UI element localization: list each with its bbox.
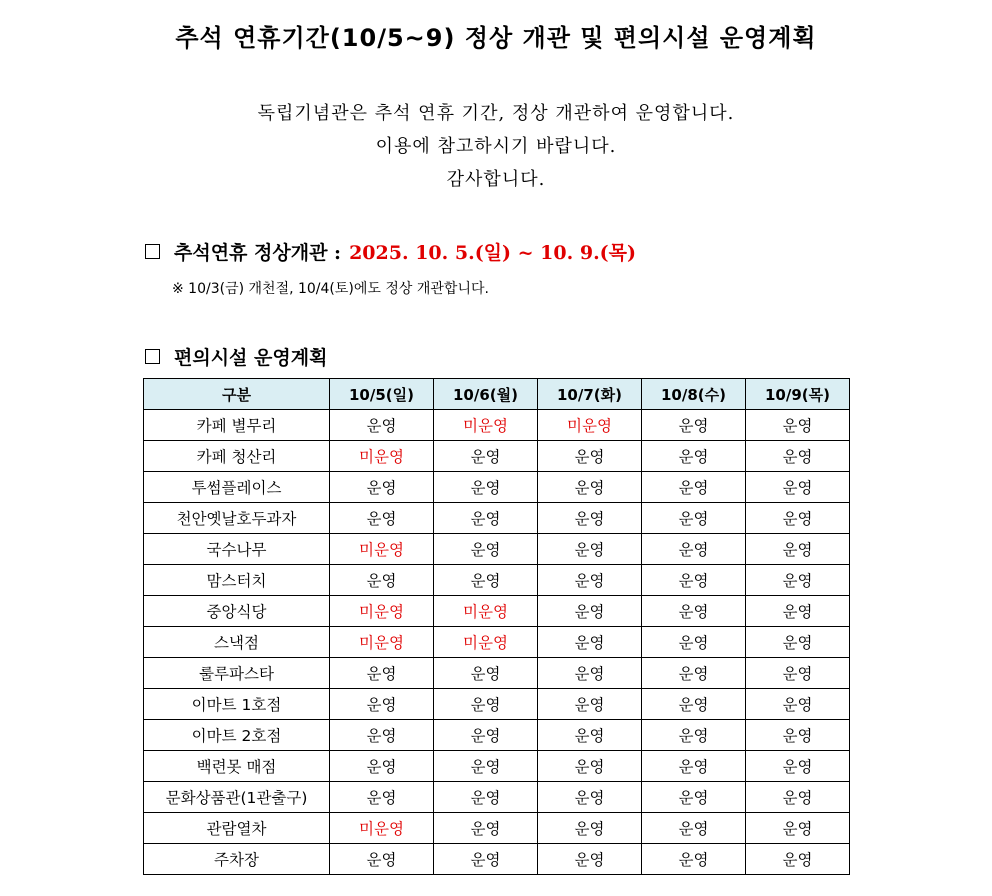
status-cell: 운영 bbox=[746, 441, 850, 472]
status-cell: 운영 bbox=[538, 472, 642, 503]
status-cell: 운영 bbox=[538, 658, 642, 689]
table-row bbox=[144, 441, 850, 472]
status-cell: 운영 bbox=[330, 689, 434, 720]
facility-name: 룰루파스타 bbox=[144, 658, 330, 689]
facility-name: 스낵점 bbox=[144, 627, 330, 658]
facility-name: 관람열차 bbox=[144, 813, 330, 844]
status-cell: 운영 bbox=[538, 813, 642, 844]
table-row bbox=[144, 782, 850, 813]
status-cell: 운영 bbox=[746, 503, 850, 534]
status-cell: 운영 bbox=[330, 503, 434, 534]
table-row bbox=[144, 658, 850, 689]
facility-name: 투썸플레이스 bbox=[144, 472, 330, 503]
status-cell: 운영 bbox=[434, 813, 538, 844]
status-cell: 미운영 bbox=[330, 441, 434, 472]
status-cell: 운영 bbox=[434, 472, 538, 503]
status-cell: 운영 bbox=[330, 472, 434, 503]
facility-name: 천안옛날호두과자 bbox=[144, 503, 330, 534]
status-cell: 운영 bbox=[434, 534, 538, 565]
status-cell: 운영 bbox=[746, 534, 850, 565]
status-cell: 운영 bbox=[434, 782, 538, 813]
status-cell: 미운영 bbox=[330, 813, 434, 844]
section-label: 추석연휴 정상개관 : bbox=[174, 242, 342, 264]
status-cell: 운영 bbox=[746, 658, 850, 689]
status-cell: 운영 bbox=[434, 658, 538, 689]
status-cell: 운영 bbox=[642, 534, 746, 565]
opening-period: 2025. 10. 5.(일) ~ 10. 9.(목) bbox=[349, 242, 637, 264]
table-row bbox=[144, 813, 850, 844]
status-cell: 미운영 bbox=[434, 410, 538, 441]
section-label: 편의시설 운영계획 bbox=[174, 347, 328, 369]
section-opening-period bbox=[145, 238, 636, 265]
status-cell: 운영 bbox=[434, 565, 538, 596]
page-title: 추석 연휴기간(10/5~9) 정상 개관 및 편의시설 운영계획 bbox=[175, 24, 817, 52]
facility-name: 백련못 매점 bbox=[144, 751, 330, 782]
status-cell: 운영 bbox=[746, 472, 850, 503]
table-row bbox=[144, 596, 850, 627]
table-row bbox=[144, 410, 850, 441]
table-row bbox=[144, 472, 850, 503]
status-cell: 운영 bbox=[330, 658, 434, 689]
status-cell: 운영 bbox=[746, 565, 850, 596]
status-cell: 운영 bbox=[746, 627, 850, 658]
status-cell: 운영 bbox=[642, 751, 746, 782]
status-cell: 운영 bbox=[538, 720, 642, 751]
holiday-note: ※ 10/3(금) 개천절, 10/4(토)에도 정상 개관합니다. bbox=[172, 281, 489, 297]
column-header: 10/9(목) bbox=[746, 379, 850, 410]
facility-name: 이마트 1호점 bbox=[144, 689, 330, 720]
column-header: 구분 bbox=[144, 379, 330, 410]
status-cell: 운영 bbox=[330, 751, 434, 782]
status-cell: 미운영 bbox=[330, 627, 434, 658]
facility-name: 카페 청산리 bbox=[144, 441, 330, 472]
status-cell: 운영 bbox=[434, 844, 538, 875]
status-cell: 미운영 bbox=[434, 627, 538, 658]
status-cell: 운영 bbox=[642, 720, 746, 751]
status-cell: 운영 bbox=[330, 565, 434, 596]
status-cell: 운영 bbox=[746, 596, 850, 627]
status-cell: 운영 bbox=[538, 596, 642, 627]
status-cell: 운영 bbox=[642, 565, 746, 596]
status-cell: 미운영 bbox=[330, 596, 434, 627]
status-cell: 운영 bbox=[330, 720, 434, 751]
status-cell: 운영 bbox=[538, 534, 642, 565]
status-cell: 운영 bbox=[642, 844, 746, 875]
status-cell: 운영 bbox=[538, 689, 642, 720]
facility-name: 주차장 bbox=[144, 844, 330, 875]
column-header: 10/5(일) bbox=[330, 379, 434, 410]
intro-line: 독립기념관은 추석 연휴 기간, 정상 개관하여 운영합니다. bbox=[257, 103, 735, 124]
status-cell: 운영 bbox=[330, 844, 434, 875]
status-cell: 운영 bbox=[434, 720, 538, 751]
table-row bbox=[144, 565, 850, 596]
facility-name: 이마트 2호점 bbox=[144, 720, 330, 751]
facility-name: 맘스터치 bbox=[144, 565, 330, 596]
checkbox-square-icon bbox=[145, 349, 160, 364]
status-cell: 미운영 bbox=[434, 596, 538, 627]
checkbox-square-icon bbox=[145, 244, 160, 259]
intro-line: 이용에 참고하시기 바랍니다. bbox=[375, 136, 617, 157]
facility-name: 카페 별무리 bbox=[144, 410, 330, 441]
status-cell: 운영 bbox=[538, 844, 642, 875]
column-header: 10/6(월) bbox=[434, 379, 538, 410]
status-cell: 운영 bbox=[642, 410, 746, 441]
status-cell: 운영 bbox=[434, 441, 538, 472]
table-row bbox=[144, 627, 850, 658]
table-header-row bbox=[144, 379, 850, 410]
status-cell: 운영 bbox=[746, 751, 850, 782]
table-row bbox=[144, 844, 850, 875]
status-cell: 운영 bbox=[434, 503, 538, 534]
intro-line: 감사합니다. bbox=[446, 169, 546, 190]
status-cell: 운영 bbox=[746, 410, 850, 441]
status-cell: 운영 bbox=[746, 813, 850, 844]
table-row bbox=[144, 503, 850, 534]
status-cell: 운영 bbox=[434, 689, 538, 720]
status-cell: 운영 bbox=[642, 472, 746, 503]
column-header: 10/7(화) bbox=[538, 379, 642, 410]
status-cell: 운영 bbox=[746, 844, 850, 875]
status-cell: 운영 bbox=[642, 503, 746, 534]
status-cell: 운영 bbox=[642, 689, 746, 720]
column-header: 10/8(수) bbox=[642, 379, 746, 410]
status-cell: 운영 bbox=[642, 627, 746, 658]
status-cell: 운영 bbox=[538, 627, 642, 658]
status-cell: 운영 bbox=[642, 441, 746, 472]
status-cell: 운영 bbox=[642, 658, 746, 689]
status-cell: 운영 bbox=[538, 565, 642, 596]
status-cell: 운영 bbox=[746, 689, 850, 720]
status-cell: 운영 bbox=[746, 720, 850, 751]
status-cell: 운영 bbox=[538, 441, 642, 472]
status-cell: 운영 bbox=[642, 596, 746, 627]
status-cell: 운영 bbox=[330, 782, 434, 813]
status-cell: 운영 bbox=[538, 751, 642, 782]
status-cell: 운영 bbox=[538, 503, 642, 534]
section-facility-plan bbox=[145, 343, 327, 370]
status-cell: 운영 bbox=[746, 782, 850, 813]
table-row bbox=[144, 534, 850, 565]
facility-schedule-table bbox=[143, 378, 850, 875]
status-cell: 운영 bbox=[642, 782, 746, 813]
status-cell: 미운영 bbox=[538, 410, 642, 441]
table-row bbox=[144, 720, 850, 751]
status-cell: 미운영 bbox=[330, 534, 434, 565]
facility-name: 문화상품관(1관출구) bbox=[144, 782, 330, 813]
table-row bbox=[144, 751, 850, 782]
status-cell: 운영 bbox=[538, 782, 642, 813]
facility-name: 중앙식당 bbox=[144, 596, 330, 627]
intro-text bbox=[0, 97, 992, 196]
status-cell: 운영 bbox=[434, 751, 538, 782]
facility-name: 국수나무 bbox=[144, 534, 330, 565]
table-row bbox=[144, 689, 850, 720]
status-cell: 운영 bbox=[330, 410, 434, 441]
status-cell: 운영 bbox=[642, 813, 746, 844]
